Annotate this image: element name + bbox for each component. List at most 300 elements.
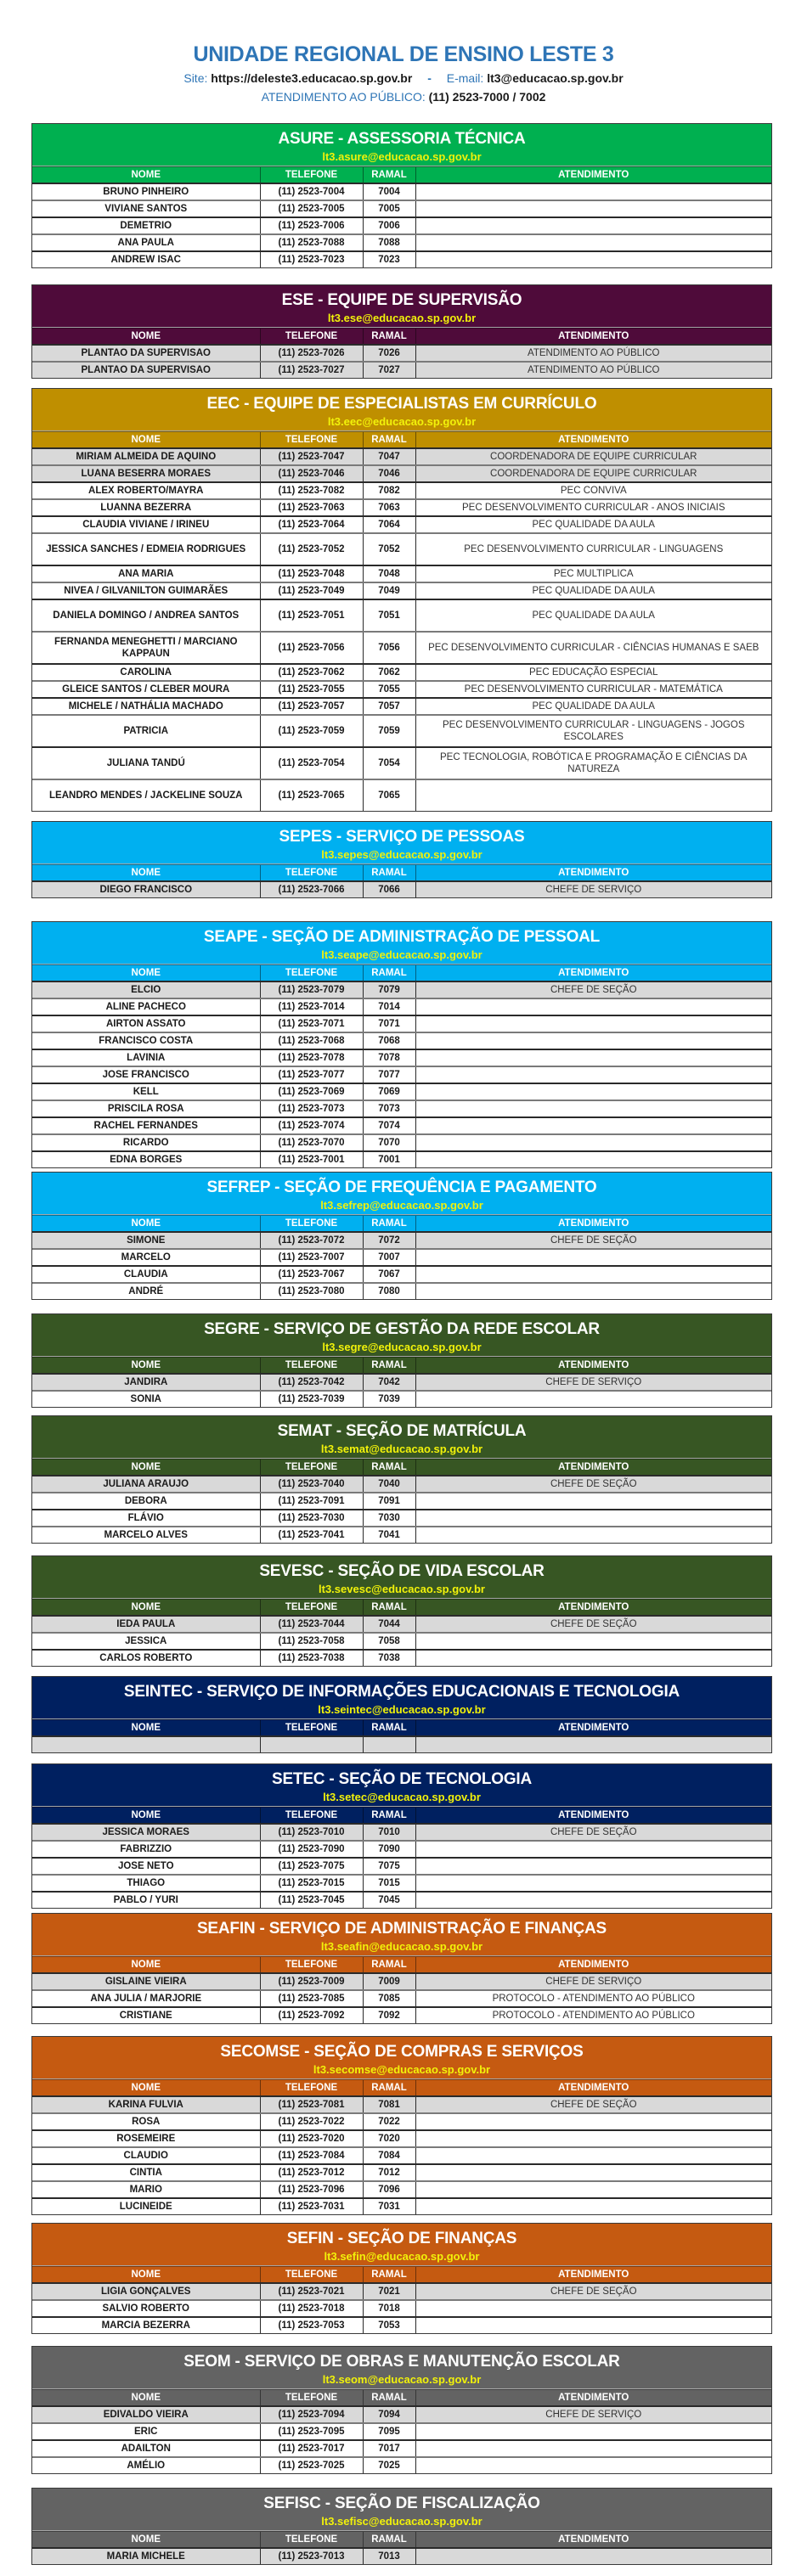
extension-cell: 7009 [363, 1973, 415, 1990]
extension-cell: 7031 [363, 2198, 415, 2214]
table-row [32, 516, 771, 533]
phone-cell: (11) 2523-7072 [260, 1232, 363, 1249]
name-cell: ANDRÉ [32, 1283, 260, 1299]
section-header [32, 2489, 771, 2530]
column-header-nome: NOME [32, 1215, 260, 1232]
column-header-nome: NOME [32, 431, 260, 448]
table-row [32, 1100, 771, 1117]
section-email[interactable]: lt3.asure@educacao.sp.gov.br [322, 150, 482, 163]
name-cell: BRUNO PINHEIRO [32, 183, 260, 200]
phone-cell: (11) 2523-7095 [260, 2423, 363, 2440]
department-section [31, 2346, 772, 2474]
column-header-atendimento: ATENDIMENTO [415, 864, 771, 881]
section-header [32, 2347, 771, 2388]
department-section [31, 284, 772, 379]
phone-cell: (11) 2523-7001 [260, 1151, 363, 1167]
column-header-ramal: RAMAL [363, 431, 415, 448]
name-cell: AMÉLIO [32, 2457, 260, 2473]
department-section [31, 1676, 772, 1753]
name-cell: FRANCISCO COSTA [32, 1032, 260, 1049]
name-cell: ALEX ROBERTO/MAYRA [32, 482, 260, 499]
phone-cell: (11) 2523-7051 [260, 599, 363, 632]
section-title: SEGRE - SERVIÇO DE GESTÃO DA REDE ESCOLAR [204, 1320, 600, 1338]
extension-cell: 7026 [363, 345, 415, 362]
phone-cell: (11) 2523-7053 [260, 2317, 363, 2333]
section-email[interactable]: lt3.seafin@educacao.sp.gov.br [320, 1940, 483, 1953]
table-row [32, 1650, 771, 1666]
service-cell: PEC QUALIDADE DA AULA [415, 698, 771, 715]
section-email[interactable]: lt3.sepes@educacao.sp.gov.br [321, 848, 483, 861]
section-header [32, 1914, 771, 1955]
phone-cell: (11) 2523-7059 [260, 715, 363, 747]
service-cell [415, 1066, 771, 1083]
contacts-table [32, 1214, 771, 1299]
phone-cell: (11) 2523-7048 [260, 565, 363, 582]
extension-cell: 7064 [363, 516, 415, 533]
phone-cell: (11) 2523-7007 [260, 1249, 363, 1266]
service-cell [415, 2440, 771, 2457]
column-header-ramal: RAMAL [363, 2389, 415, 2406]
phone-cell: (11) 2523-7071 [260, 1015, 363, 1032]
table-row [32, 183, 771, 200]
phone-cell: (11) 2523-7010 [260, 1824, 363, 1841]
extension-cell: 7045 [363, 1892, 415, 1908]
section-title: SETEC - SEÇÃO DE TECNOLOGIA [271, 1770, 532, 1788]
table-row [32, 1374, 771, 1391]
phone-cell: (11) 2523-7046 [260, 465, 363, 482]
table-row [32, 1083, 771, 1100]
table-row [32, 200, 771, 217]
name-cell: ANA PAULA [32, 234, 260, 251]
service-cell: PEC CONVIVA [415, 482, 771, 499]
section-title: ESE - EQUIPE DE SUPERVISÃO [281, 291, 522, 309]
name-cell: PLANTAO DA SUPERVISAO [32, 362, 260, 378]
phone-cell: (11) 2523-7088 [260, 234, 363, 251]
section-header [32, 2037, 771, 2078]
name-cell: CRISTIANE [32, 2007, 260, 2023]
table-row [32, 217, 771, 234]
section-email[interactable]: lt3.seape@educacao.sp.gov.br [321, 948, 483, 961]
name-cell: JOSE FRANCISCO [32, 1066, 260, 1083]
column-header-telefone: TELEFONE [260, 1357, 363, 1374]
column-header-ramal: RAMAL [363, 166, 415, 183]
name-cell: MARCELO [32, 1249, 260, 1266]
table-row [32, 2457, 771, 2473]
column-header-atendimento: ATENDIMENTO [415, 166, 771, 183]
extension-cell: 7010 [363, 1824, 415, 1841]
site-label: Site: [183, 71, 208, 85]
phone-cell: (11) 2523-7058 [260, 1633, 363, 1650]
name-cell: RICARDO [32, 1134, 260, 1151]
department-section [31, 821, 772, 898]
column-header-ramal: RAMAL [363, 864, 415, 881]
name-cell: CARLOS ROBERTO [32, 1650, 260, 1666]
table-row [32, 1015, 771, 1032]
section-email[interactable]: lt3.sefin@educacao.sp.gov.br [324, 2250, 480, 2263]
name-cell: JESSICA [32, 1633, 260, 1650]
table-row [32, 1973, 771, 1990]
extension-cell: 7059 [363, 715, 415, 747]
name-cell: IEDA PAULA [32, 1616, 260, 1633]
extension-cell: 7027 [363, 362, 415, 378]
department-section [31, 123, 772, 268]
extension-cell: 7074 [363, 1117, 415, 1134]
extension-cell: 7040 [363, 1476, 415, 1493]
phone-cell: (11) 2523-7017 [260, 2440, 363, 2457]
service-cell: CHEFE DE SERVIÇO [415, 881, 771, 897]
column-header-nome: NOME [32, 965, 260, 981]
section-header [32, 1314, 771, 1356]
section-email[interactable]: lt3.seintec@educacao.sp.gov.br [318, 1703, 486, 1716]
phone-cell: (11) 2523-7039 [260, 1391, 363, 1407]
contacts-table [32, 1598, 771, 1666]
name-cell: DANIELA DOMINGO / ANDREA SANTOS [32, 599, 260, 632]
department-section [31, 2036, 772, 2215]
name-cell: LEANDRO MENDES / JACKELINE SOUZA [32, 779, 260, 811]
service-cell: CHEFE DE SEÇÃO [415, 981, 771, 998]
department-section [31, 1313, 772, 1408]
name-cell: ELCIO [32, 981, 260, 998]
service-cell: ATENDIMENTO AO PÚBLICO [415, 345, 771, 362]
table-row [32, 565, 771, 582]
phone-cell: (11) 2523-7013 [260, 2548, 363, 2564]
service-cell [415, 2457, 771, 2473]
service-cell [415, 1032, 771, 1049]
table-row [32, 2164, 771, 2181]
name-cell: JULIANA TANDÚ [32, 747, 260, 779]
contacts-table [32, 166, 771, 267]
table-row [32, 1032, 771, 1049]
phone-cell: (11) 2523-7081 [260, 2096, 363, 2113]
name-cell: JESSICA MORAES [32, 1824, 260, 1841]
extension-cell: 7085 [363, 1990, 415, 2007]
section-email[interactable]: lt3.sevesc@educacao.sp.gov.br [319, 1583, 485, 1595]
name-cell: EDNA BORGES [32, 1151, 260, 1167]
extension-cell: 7049 [363, 582, 415, 599]
section-title: SEINTEC - SERVIÇO DE INFORMAÇÕES EDUCACIONAIS E TECNOLOGIA [123, 1683, 680, 1701]
table-row [32, 698, 771, 715]
column-header-row [32, 2079, 771, 2096]
service-cell [415, 1134, 771, 1151]
column-header-ramal: RAMAL [363, 1215, 415, 1232]
table-row [32, 1391, 771, 1407]
name-cell: MARIO [32, 2181, 260, 2198]
extension-cell: 7004 [363, 183, 415, 200]
service-cell [415, 1892, 771, 1908]
service-cell: PROTOCOLO - ATENDIMENTO AO PÚBLICO [415, 1990, 771, 2007]
email-label: E-mail: [446, 71, 484, 85]
phone-cell: (11) 2523-7070 [260, 1134, 363, 1151]
column-header-row [32, 2531, 771, 2548]
section-email[interactable]: lt3.sefisc@educacao.sp.gov.br [321, 2515, 483, 2528]
column-header-nome: NOME [32, 1459, 260, 1476]
section-email[interactable]: lt3.eec@educacao.sp.gov.br [327, 415, 477, 428]
section-header [32, 822, 771, 863]
table-row [32, 362, 771, 378]
table-row [32, 1151, 771, 1167]
extension-cell: 7092 [363, 2007, 415, 2023]
column-header-nome: NOME [32, 1807, 260, 1824]
attendance-phone: (11) 2523-7000 / 7002 [428, 90, 546, 104]
name-cell: SALVIO ROBERTO [32, 2300, 260, 2317]
service-cell: CHEFE DE SEÇÃO [415, 1616, 771, 1633]
table-row [32, 482, 771, 499]
name-cell: AIRTON ASSATO [32, 1015, 260, 1032]
phone-cell: (11) 2523-7041 [260, 1527, 363, 1543]
service-cell [415, 1015, 771, 1032]
service-cell: PEC DESENVOLVIMENTO CURRICULAR - ANOS INICIAIS [415, 499, 771, 516]
extension-cell: 7041 [363, 1527, 415, 1543]
phone-cell: (11) 2523-7062 [260, 664, 363, 681]
contacts-table [32, 1356, 771, 1407]
name-cell: LIGIA GONÇALVES [32, 2283, 260, 2300]
name-cell: ROSEMEIRE [32, 2130, 260, 2147]
table-row [32, 2406, 771, 2423]
phone-cell: (11) 2523-7077 [260, 1066, 363, 1083]
table-row [32, 1249, 771, 1266]
service-cell [415, 1510, 771, 1527]
name-cell: MARCIA BEZERRA [32, 2317, 260, 2333]
service-cell: PEC QUALIDADE DA AULA [415, 599, 771, 632]
contacts-table [32, 2265, 771, 2333]
extension-cell: 7046 [363, 465, 415, 482]
column-header-ramal: RAMAL [363, 2531, 415, 2548]
column-header-ramal: RAMAL [363, 328, 415, 345]
extension-cell: 7075 [363, 1858, 415, 1875]
name-cell: JOSE NETO [32, 1858, 260, 1875]
name-cell: ADAILTON [32, 2440, 260, 2457]
service-cell [415, 1266, 771, 1283]
extension-cell: 7007 [363, 1249, 415, 1266]
section-title: SECOMSE - SEÇÃO DE COMPRAS E SERVIÇOS [220, 2043, 584, 2061]
section-email[interactable]: lt3.sefrep@educacao.sp.gov.br [320, 1199, 483, 1212]
service-cell [415, 2423, 771, 2440]
section-email[interactable]: lt3.segre@educacao.sp.gov.br [322, 1341, 482, 1353]
extension-cell: 7065 [363, 779, 415, 811]
column-header-atendimento: ATENDIMENTO [415, 328, 771, 345]
table-row [32, 1858, 771, 1875]
name-cell: PRISCILA ROSA [32, 1100, 260, 1117]
column-header-telefone: TELEFONE [260, 431, 363, 448]
name-cell: ROSA [32, 2113, 260, 2130]
column-header-row [32, 431, 771, 448]
name-cell: ANA JULIA / MARJORIE [32, 1990, 260, 2007]
phone-cell: (11) 2523-7092 [260, 2007, 363, 2023]
extension-cell: 7006 [363, 217, 415, 234]
extension-cell: 7067 [363, 1266, 415, 1283]
service-cell [415, 998, 771, 1015]
phone-cell: (11) 2523-7015 [260, 1875, 363, 1892]
name-cell: ANDREW ISAC [32, 251, 260, 267]
service-cell: PEC DESENVOLVIMENTO CURRICULAR - LINGUAGENS [415, 533, 771, 565]
service-cell [415, 1858, 771, 1875]
department-section [31, 1763, 772, 1909]
column-header-row [32, 166, 771, 183]
phone-cell: (11) 2523-7021 [260, 2283, 363, 2300]
phone-cell: (11) 2523-7056 [260, 632, 363, 664]
column-header-row [32, 2389, 771, 2406]
extension-cell: 7072 [363, 1232, 415, 1249]
section-title: EEC - EQUIPE DE ESPECIALISTAS EM CURRÍCULO [206, 395, 597, 413]
table-row [32, 2317, 771, 2333]
extension-cell: 7025 [363, 2457, 415, 2473]
column-header-ramal: RAMAL [363, 965, 415, 981]
extension-cell: 7069 [363, 1083, 415, 1100]
section-email[interactable]: lt3.seom@educacao.sp.gov.br [322, 2373, 482, 2386]
service-cell: CHEFE DE SEÇÃO [415, 2096, 771, 2113]
service-cell [415, 2130, 771, 2147]
contact-line [0, 71, 807, 85]
section-header [32, 1764, 771, 1806]
email-link[interactable]: lt3@educacao.sp.gov.br [487, 71, 624, 85]
column-header-atendimento: ATENDIMENTO [415, 1357, 771, 1374]
phone-cell: (11) 2523-7090 [260, 1841, 363, 1858]
name-cell: KELL [32, 1083, 260, 1100]
table-row [32, 2283, 771, 2300]
column-header-telefone: TELEFONE [260, 1599, 363, 1616]
name-cell: CLAUDIO [32, 2147, 260, 2164]
column-header-row [32, 1357, 771, 1374]
section-title: SEPES - SERVIÇO DE PESSOAS [279, 828, 525, 846]
table-row [32, 2113, 771, 2130]
name-cell: ERIC [32, 2423, 260, 2440]
service-cell [415, 1151, 771, 1167]
phone-cell: (11) 2523-7045 [260, 1892, 363, 1908]
extension-cell: 7044 [363, 1616, 415, 1633]
contacts-table [32, 1458, 771, 1543]
table-row [32, 1117, 771, 1134]
phone-cell: (11) 2523-7064 [260, 516, 363, 533]
section-title: SEAPE - SEÇÃO DE ADMINISTRAÇÃO DE PESSOAL [203, 928, 601, 946]
extension-cell: 7001 [363, 1151, 415, 1167]
service-cell [415, 2548, 771, 2564]
column-header-atendimento: ATENDIMENTO [415, 1807, 771, 1824]
service-cell: PEC EDUCAÇÃO ESPECIAL [415, 664, 771, 681]
extension-cell: 7047 [363, 448, 415, 465]
table-row [32, 2181, 771, 2198]
name-cell: GISLAINE VIEIRA [32, 1973, 260, 1990]
section-email[interactable]: lt3.semat@educacao.sp.gov.br [320, 1443, 483, 1455]
table-row [32, 1633, 771, 1650]
phone-cell: (11) 2523-7014 [260, 998, 363, 1015]
name-cell: DIEGO FRANCISCO [32, 881, 260, 897]
column-header-row [32, 1215, 771, 1232]
phone-cell: (11) 2523-7091 [260, 1493, 363, 1510]
section-title: SEFISC - SEÇÃO DE FISCALIZAÇÃO [263, 2494, 540, 2512]
table-row [32, 1134, 771, 1151]
column-header-telefone: TELEFONE [260, 1459, 363, 1476]
phone-cell: (11) 2523-7038 [260, 1650, 363, 1666]
phone-cell: (11) 2523-7018 [260, 2300, 363, 2317]
phone-cell: (11) 2523-7065 [260, 779, 363, 811]
name-cell: PATRICIA [32, 715, 260, 747]
column-header-atendimento: ATENDIMENTO [415, 1215, 771, 1232]
table-row [32, 1493, 771, 1510]
department-section [31, 2223, 772, 2334]
extension-cell: 7055 [363, 681, 415, 698]
service-cell [415, 1493, 771, 1510]
service-cell [415, 1117, 771, 1134]
section-email[interactable]: lt3.secomse@educacao.sp.gov.br [313, 2063, 491, 2076]
section-email[interactable]: lt3.ese@educacao.sp.gov.br [327, 312, 477, 324]
service-cell [415, 2113, 771, 2130]
table-row [32, 981, 771, 998]
service-cell [415, 2164, 771, 2181]
site-link[interactable]: https://deleste3.educacao.sp.gov.br [211, 71, 413, 85]
phone-cell: (11) 2523-7030 [260, 1510, 363, 1527]
phone-cell: (11) 2523-7022 [260, 2113, 363, 2130]
extension-cell: 7042 [363, 1374, 415, 1391]
extension-cell: 7096 [363, 2181, 415, 2198]
service-cell [415, 1875, 771, 1892]
extension-cell: 7084 [363, 2147, 415, 2164]
service-cell: CHEFE DE SEÇÃO [415, 2283, 771, 2300]
phone-cell: (11) 2523-7094 [260, 2406, 363, 2423]
section-header [32, 2224, 771, 2265]
table-row [32, 1824, 771, 1841]
section-header [32, 124, 771, 166]
column-header-nome: NOME [32, 328, 260, 345]
service-cell [415, 1650, 771, 1666]
table-row [32, 448, 771, 465]
column-header-nome: NOME [32, 2389, 260, 2406]
phone-cell: (11) 2523-7044 [260, 1616, 363, 1633]
extension-cell: 7077 [363, 1066, 415, 1083]
phone-cell: (11) 2523-7031 [260, 2198, 363, 2214]
service-cell: CHEFE DE SEÇÃO [415, 1824, 771, 1841]
section-title: SEVESC - SEÇÃO DE VIDA ESCOLAR [259, 1562, 545, 1580]
name-cell: FERNANDA MENEGHETTI / MARCIANO KAPPAUN [32, 632, 260, 664]
column-header-telefone: TELEFONE [260, 2389, 363, 2406]
table-row [32, 1066, 771, 1083]
extension-cell: 7088 [363, 234, 415, 251]
extension-cell: 7063 [363, 499, 415, 516]
section-header [32, 1556, 771, 1598]
column-header-telefone: TELEFONE [260, 328, 363, 345]
service-cell [415, 2317, 771, 2333]
extension-cell: 7091 [363, 1493, 415, 1510]
name-cell: DEMETRIO [32, 217, 260, 234]
phone-cell: (11) 2523-7023 [260, 251, 363, 267]
service-cell [415, 183, 771, 200]
service-cell [415, 1100, 771, 1117]
table-row [32, 2096, 771, 2113]
extension-cell: 7090 [363, 1841, 415, 1858]
column-header-nome: NOME [32, 1357, 260, 1374]
table-row [32, 2198, 771, 2214]
extension-cell: 7005 [363, 200, 415, 217]
service-cell [415, 1633, 771, 1650]
name-cell: PLANTAO DA SUPERVISAO [32, 345, 260, 362]
column-header-telefone: TELEFONE [260, 1956, 363, 1973]
section-email[interactable]: lt3.setec@educacao.sp.gov.br [323, 1791, 481, 1803]
column-header-ramal: RAMAL [363, 1719, 415, 1736]
column-header-telefone: TELEFONE [260, 2079, 363, 2096]
phone-cell: (11) 2523-7075 [260, 1858, 363, 1875]
name-cell: CLAUDIA VIVIANE / IRINEU [32, 516, 260, 533]
phone-cell: (11) 2523-7069 [260, 1083, 363, 1100]
column-header-nome: NOME [32, 1719, 260, 1736]
section-header [32, 389, 771, 430]
extension-cell: 7038 [363, 1650, 415, 1666]
table-row [32, 2300, 771, 2317]
section-header [32, 1416, 771, 1458]
phone-cell: (11) 2523-7068 [260, 1032, 363, 1049]
name-cell: SIMONE [32, 1232, 260, 1249]
page-title: UNIDADE REGIONAL DE ENSINO LESTE 3 [193, 42, 614, 66]
phone-cell: (11) 2523-7082 [260, 482, 363, 499]
section-header [32, 1173, 771, 1214]
